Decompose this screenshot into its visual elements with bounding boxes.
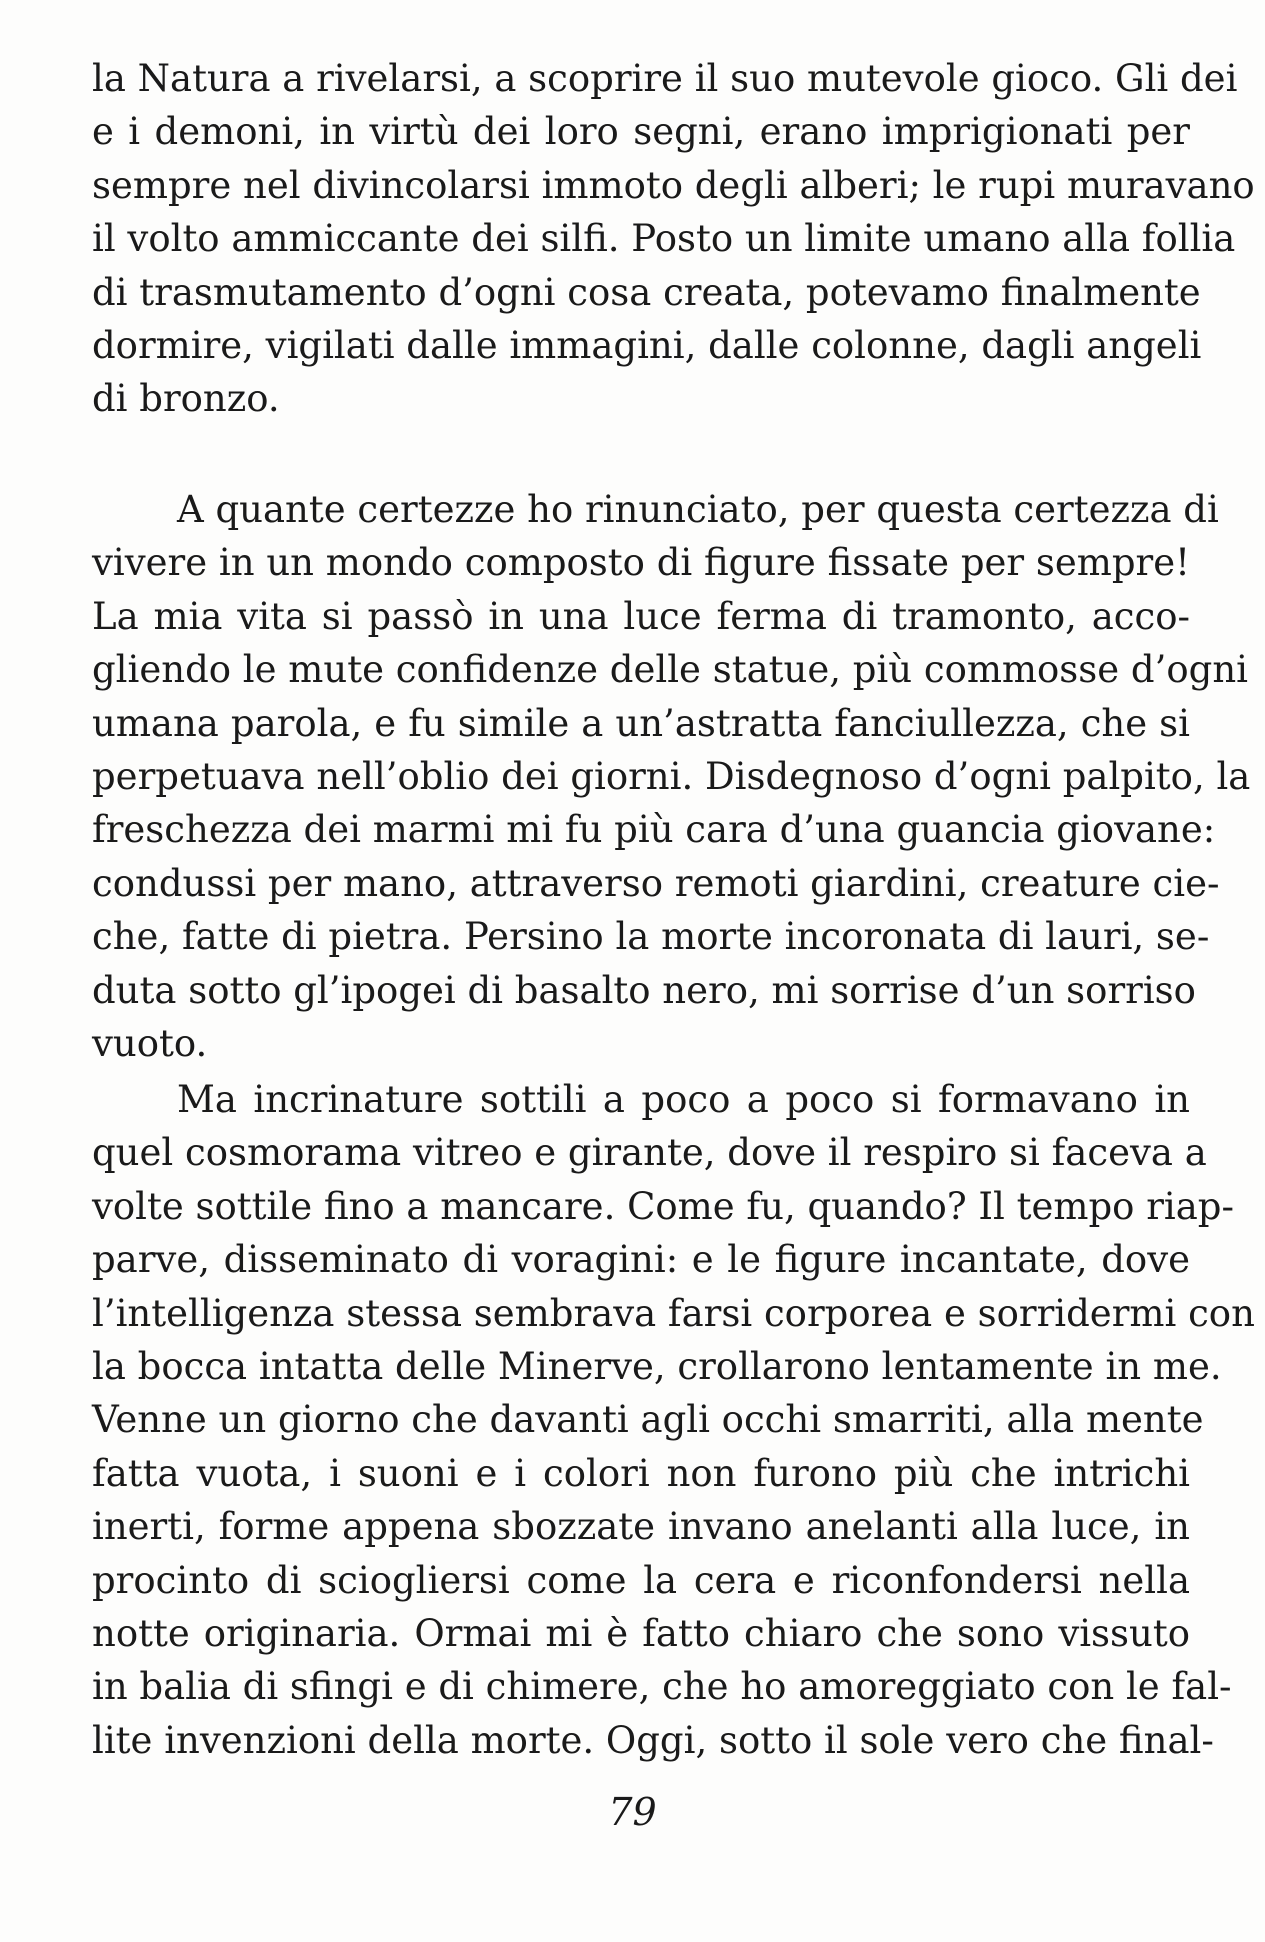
text-line: Ma incrinature sottili a poco a poco si formavano in [177,1078,1190,1121]
text-line: duta sotto gl’ipogei di basalto nero, mi sorrise d’un sorriso [92,968,1196,1012]
page-number: 79 [608,1790,657,1834]
text-line: il volto ammiccante dei silfi. Posto un limite umano alla follia [92,217,1236,261]
text-line: di trasmutamento d’ogni cosa creata, potevamo finalmente [92,270,1201,314]
text-line: gliendo le mute confidenze delle statue, più commosse d’ogni [92,648,1248,692]
text-line: in balia di sfingi e di chimere, che ho amoreggiato con le fal- [92,1665,1232,1709]
text-line: fatta vuota, i suoni e i colori non furono più che intrichi [92,1451,1190,1495]
text-line: e i demoni, in virtù dei loro segni, erano imprigionati per [92,110,1190,154]
paragraph-1 [92,52,1255,426]
text-line: lite invenzioni della morte. Oggi, sotto il sole vero che final- [92,1718,1214,1762]
text-line: sempre nel divincolarsi immoto degli alberi; le rupi muravano [92,163,1255,207]
text-line: che, fatte di pietra. Persino la morte incoronata di lauri, se- [92,915,1210,959]
text-line: l’intelligenza stessa sembrava farsi corporea e sorridermi con [92,1291,1255,1335]
text-line: A quante certezze ho rinunciato, per questa certezza di [177,488,1219,531]
text-line: perpetuava nell’oblio dei giorni. Disdegnoso d’ogni palpito, la [92,754,1251,798]
text-line: inerti, forme appena sbozzate invano anelanti alla luce, in [92,1505,1190,1549]
text-line: vuoto. [92,1021,208,1065]
paragraph-3 [92,1073,1255,1767]
paragraph-2 [92,483,1251,1070]
text-line: vivere in un mondo composto di figure fissate per sempre! [92,541,1190,585]
text-line: umana parola, e fu simile a un’astratta fanciullezza, che si [92,701,1190,745]
text-line: quel cosmorama vitreo e girante, dove il respiro si faceva a [92,1131,1207,1175]
text-line: condussi per mano, attraverso remoti giardini, creature cie- [92,861,1220,905]
text-line: procinto di sciogliersi come la cera e riconfondersi nella [92,1558,1190,1602]
text-line: la bocca intatta delle Minerve, crollarono lentamente in me. [92,1344,1222,1388]
text-line: volte sottile fino a mancare. Come fu, quando? Il tempo riap- [92,1184,1234,1228]
text-line: La mia vita si passò in una luce ferma di tramonto, acco- [92,594,1190,638]
text-line: notte originaria. Ormai mi è fatto chiaro che sono vissuto [92,1611,1190,1655]
text-line: di bronzo. [92,377,280,421]
text-line: freschezza dei marmi mi fu più cara d’una guancia giovane: [92,808,1216,852]
text-line: la Natura a rivelarsi, a scoprire il suo mutevole gioco. Gli dei [92,57,1238,100]
text-line: parve, disseminato di voragini: e le figure incantate, dove [92,1238,1190,1282]
text-line: dormire, vigilati dalle immagini, dalle colonne, dagli angeli [92,323,1202,367]
text-line: Venne un giorno che davanti agli occhi smarriti, alla mente [92,1398,1204,1442]
